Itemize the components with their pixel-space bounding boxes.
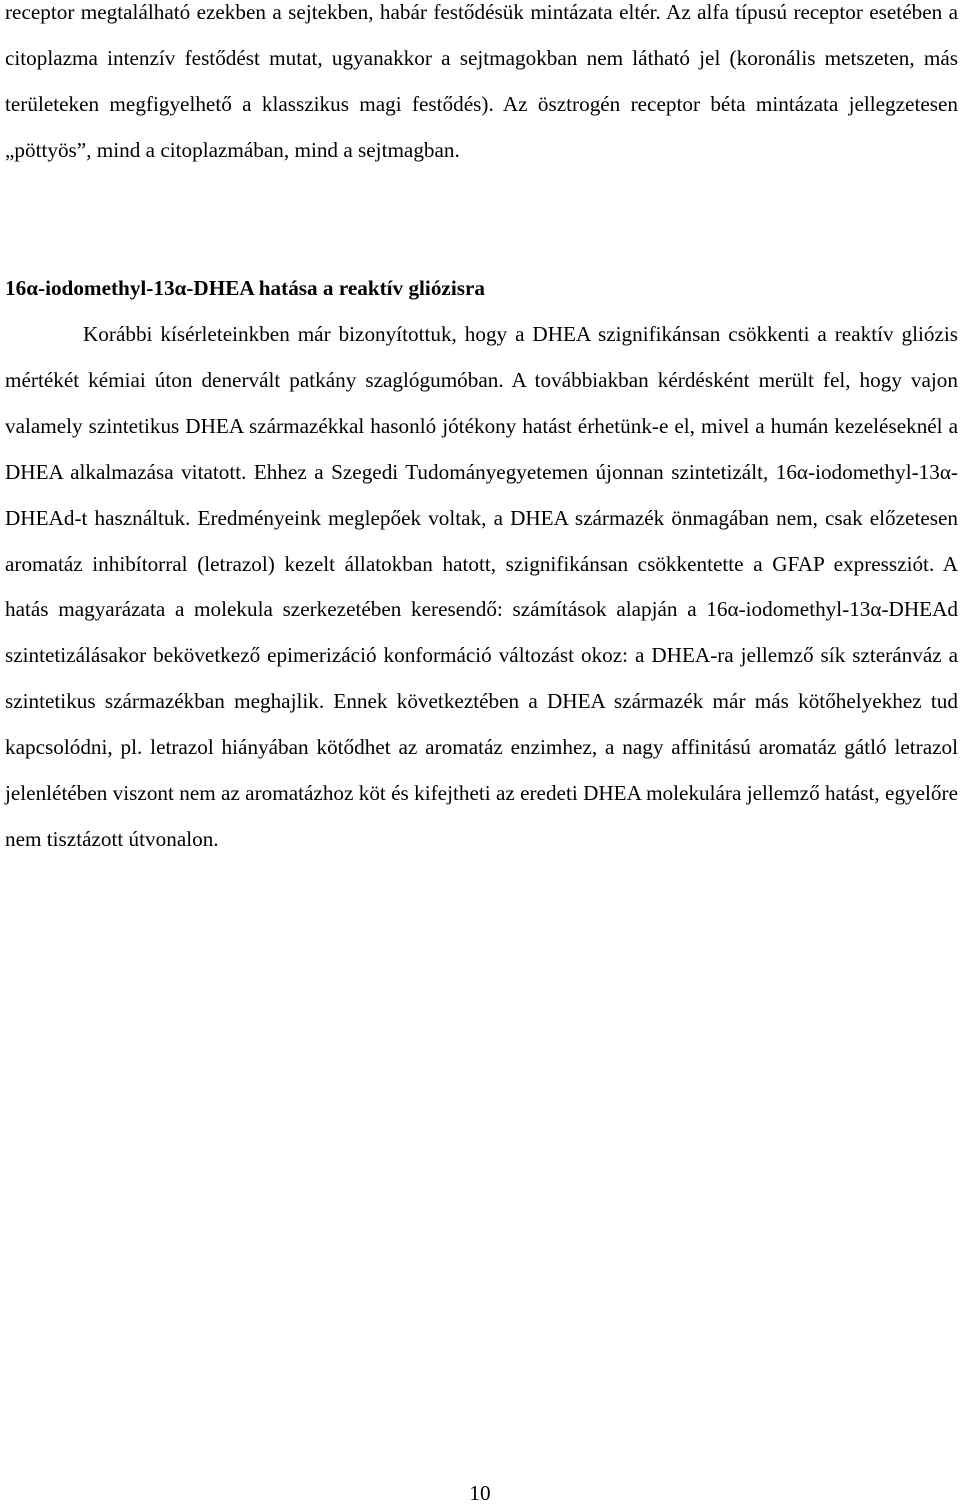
section-paragraph: Korábbi kísérleteinkben már bizonyítottuk, hogy a DHEA szignifikánsan csökkenti a reaktív gliózis mértékét kémiai úton denervált patkány szaglógumóban. A továbbiakban kérdésként merült fel, hogy vajon valamely szintetikus DHEA származékkal hasonló jótékony hatást érhetünk-e el, mivel a humán kezeléseknél a DHEA alkalmazása vitatott. Ehhez a Szegedi Tudományegyetemen újonnan szintetizált, 16α-iodomethyl-13α-DHEAd-t használtuk. Eredményeink meglepőek voltak, a DHEA származék önmagában nem, csak előzetesen aromatáz inhibítorral (letrazol) kezelt állatokban hatott, szignifikánsan csökkentette a GFAP expressziót. A hatás magyarázata a molekula szerkezetében keresendő: számítások alapján a 16α-iodomethyl-13α-DHEAd szintetizálásakor bekövetkező epimerizáció konformáció változást okoz: a DHEA-ra jellemző sík szteránváz a szintetikus származékban meghajlik. Ennek következtében a DHEA származék már más kötőhelyekhez tud kapcsolódni, pl. letrazol hiányában kötődhet az aromatáz enzimhez, a nagy affinitású aromatáz gátló letrazol jelenlétében viszont nem az aromatázhoz köt és kifejtheti az eredeti DHEA molekulára jellemző hatást, egyelőre nem tisztázott útvonalon. bbox=[5, 322, 958, 851]
paragraph-continued: receptor megtalálható ezekben a sejtekben, habár festődésük mintázata eltér. Az alfa típusú receptor esetében a citoplazma intenzív festődést mutat, ugyanakkor a sejtmagokban nem látható jel (koronális metszeten, más területeken megfigyelhető a klasszikus magi festődés). Az ösztrogén receptor béta mintázata jellegzetesen „pöttyös”, mind a citoplazmában, mind a sejtmagban. bbox=[5, 0, 958, 162]
section-heading: 16α-iodomethyl-13α-DHEA hatása a reaktív gliózisra bbox=[5, 276, 485, 300]
page-number: 10 bbox=[469, 1481, 491, 1505]
